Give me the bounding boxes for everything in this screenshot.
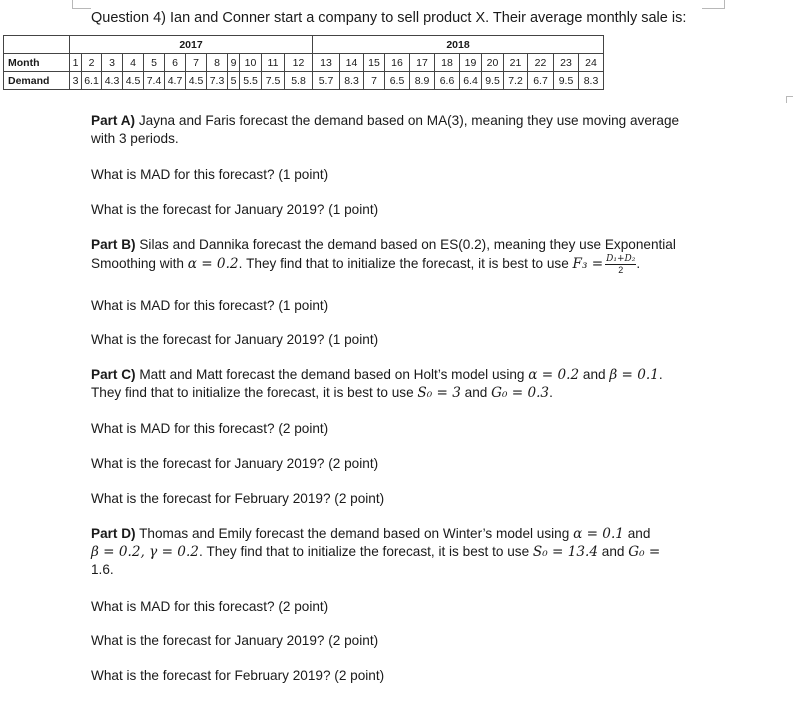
page-corner-mark bbox=[702, 0, 725, 9]
demand-cell: 4.5 bbox=[123, 72, 144, 90]
demand-cell: 9.5 bbox=[554, 72, 579, 90]
month-cell: 10 bbox=[240, 54, 262, 72]
year-2018-header: 2018 bbox=[313, 36, 604, 54]
month-cell: 9 bbox=[228, 54, 240, 72]
month-cell: 18 bbox=[435, 54, 460, 72]
month-cell: 20 bbox=[482, 54, 504, 72]
month-cell: 19 bbox=[460, 54, 482, 72]
part-b-question-mad: What is MAD for this forecast? (1 point) bbox=[91, 298, 329, 313]
demand-cell: 7.3 bbox=[207, 72, 228, 90]
month-cell: 8 bbox=[207, 54, 228, 72]
month-cell: 21 bbox=[504, 54, 528, 72]
header-blank-cell bbox=[4, 36, 70, 54]
demand-cell: 4.5 bbox=[186, 72, 207, 90]
demand-cell: 8.3 bbox=[340, 72, 364, 90]
demand-cell: 7 bbox=[364, 72, 385, 90]
part-a-description bbox=[91, 112, 679, 148]
part-d-beta-gamma: β = 0.2, γ = 0.2 bbox=[91, 544, 199, 560]
demand-row-label: Demand bbox=[4, 72, 70, 90]
demand-cell: 5.5 bbox=[240, 72, 262, 90]
demand-cell: 7.2 bbox=[504, 72, 528, 90]
part-d-description bbox=[91, 525, 660, 579]
fraction-denominator: 2 bbox=[618, 265, 624, 275]
demand-cell: 8.3 bbox=[579, 72, 604, 90]
part-b-alpha: α = 0.2 bbox=[187, 256, 239, 273]
month-cell: 13 bbox=[313, 54, 340, 72]
part-a-text: Jayna and Faris forecast the demand based on MA(3), meaning they use moving average bbox=[135, 113, 680, 128]
month-cell: 4 bbox=[123, 54, 144, 72]
part-d-g0-value: 1.6. bbox=[91, 562, 114, 577]
demand-cell: 4.7 bbox=[165, 72, 186, 90]
month-cell: 2 bbox=[82, 54, 102, 72]
demand-cell: 5.8 bbox=[285, 72, 313, 90]
month-cell: 14 bbox=[340, 54, 364, 72]
demand-cell: 6.4 bbox=[460, 72, 482, 90]
part-d-and: and bbox=[623, 526, 651, 541]
part-d-text: Thomas and Emily forecast the demand based on Winter’s model using bbox=[135, 526, 574, 541]
demand-cell: 5 bbox=[228, 72, 240, 90]
demand-cell: 8.9 bbox=[410, 72, 435, 90]
month-cell: 5 bbox=[144, 54, 165, 72]
part-b-text-cont2: . They find that to initialize the forecast, it is best to use bbox=[238, 256, 573, 272]
part-c-g0: G₀ = 0.3 bbox=[491, 385, 550, 401]
part-c-question-feb: What is the forecast for February 2019? (2 point) bbox=[91, 491, 385, 506]
part-d-s0: S₀ = 13.4 bbox=[532, 544, 598, 560]
month-row-label: Month bbox=[4, 54, 70, 72]
month-cell: 24 bbox=[579, 54, 604, 72]
part-c-text: Matt and Matt forecast the demand based on Holt’s model using bbox=[135, 367, 529, 382]
demand-cell: 4.3 bbox=[102, 72, 123, 90]
month-cell: 22 bbox=[528, 54, 554, 72]
part-d-question-jan: What is the forecast for January 2019? (2 point) bbox=[91, 633, 379, 648]
part-c-beta: β = 0.1 bbox=[609, 367, 659, 383]
part-c-period2: . bbox=[549, 385, 553, 400]
part-b-period: . bbox=[636, 256, 641, 272]
part-a-question-jan: What is the forecast for January 2019? (1 point) bbox=[91, 202, 379, 217]
demand-cell: 6.7 bbox=[528, 72, 554, 90]
part-b-f3: F₃ = bbox=[572, 256, 604, 273]
part-c-label: Part C) bbox=[91, 367, 136, 382]
part-d-and2: and bbox=[597, 544, 629, 559]
month-cell: 7 bbox=[186, 54, 207, 72]
part-d-alpha: α = 0.1 bbox=[573, 526, 624, 542]
question-title: Question 4) Ian and Conner start a company to sell product X. Their average monthly sale is: bbox=[91, 10, 687, 26]
part-c-period: . bbox=[658, 367, 663, 382]
part-d-text-cont: . They find that to initialize the forecast, it is best to use bbox=[198, 544, 533, 559]
month-cell: 23 bbox=[554, 54, 579, 72]
part-d-question-mad: What is MAD for this forecast? (2 point) bbox=[91, 599, 329, 614]
part-d-label: Part D) bbox=[91, 526, 136, 541]
demand-cell: 7.5 bbox=[262, 72, 285, 90]
part-c-and2: and bbox=[460, 385, 492, 400]
part-b-text: Silas and Dannika forecast the demand based on ES(0.2), meaning they use Exponential bbox=[135, 237, 676, 252]
demand-cell: 7.4 bbox=[144, 72, 165, 90]
demand-cell: 6.6 bbox=[435, 72, 460, 90]
demand-cell: 9.5 bbox=[482, 72, 504, 90]
part-b-label: Part B) bbox=[91, 237, 136, 252]
part-a-question-mad: What is MAD for this forecast? (1 point) bbox=[91, 167, 329, 182]
demand-table bbox=[3, 35, 604, 90]
year-header-row bbox=[4, 36, 604, 54]
month-cell: 11 bbox=[262, 54, 285, 72]
part-b-description bbox=[91, 236, 676, 275]
demand-cell: 5.7 bbox=[313, 72, 340, 90]
demand-cell: 6.5 bbox=[385, 72, 410, 90]
part-a-label: Part A) bbox=[91, 113, 136, 128]
part-c-question-mad: What is MAD for this forecast? (2 point) bbox=[91, 421, 329, 436]
part-d-question-feb: What is the forecast for February 2019? (2 point) bbox=[91, 668, 385, 683]
fraction-numerator: D₁+D₂ bbox=[606, 254, 636, 264]
part-c-alpha: α = 0.2 bbox=[528, 367, 580, 383]
demand-row bbox=[4, 72, 604, 90]
table-corner-mark bbox=[786, 96, 793, 103]
part-c-text-cont: They find that to initialize the forecast, it is best to use bbox=[91, 385, 418, 400]
part-c-description bbox=[91, 366, 663, 402]
part-c-and: and bbox=[579, 367, 610, 382]
demand-cell: 6.1 bbox=[82, 72, 102, 90]
part-d-g0: G₀ = bbox=[628, 544, 661, 560]
part-c-question-jan: What is the forecast for January 2019? (2 point) bbox=[91, 456, 379, 471]
month-cell: 16 bbox=[385, 54, 410, 72]
month-cell: 15 bbox=[364, 54, 385, 72]
part-a-text-cont: with 3 periods. bbox=[91, 131, 179, 146]
part-b-question-jan: What is the forecast for January 2019? (1 point) bbox=[91, 332, 379, 347]
month-row bbox=[4, 54, 604, 72]
page-corner-mark bbox=[72, 0, 91, 9]
year-2017-header: 2017 bbox=[70, 36, 313, 54]
part-b-text-cont: Smoothing with bbox=[91, 256, 188, 272]
month-cell: 17 bbox=[410, 54, 435, 72]
month-cell: 3 bbox=[102, 54, 123, 72]
month-cell: 6 bbox=[165, 54, 186, 72]
month-cell: 12 bbox=[285, 54, 313, 72]
part-c-s0: S₀ = 3 bbox=[417, 385, 461, 401]
part-b-fraction bbox=[605, 254, 636, 275]
demand-cell: 3 bbox=[70, 72, 82, 90]
month-cell: 1 bbox=[70, 54, 82, 72]
